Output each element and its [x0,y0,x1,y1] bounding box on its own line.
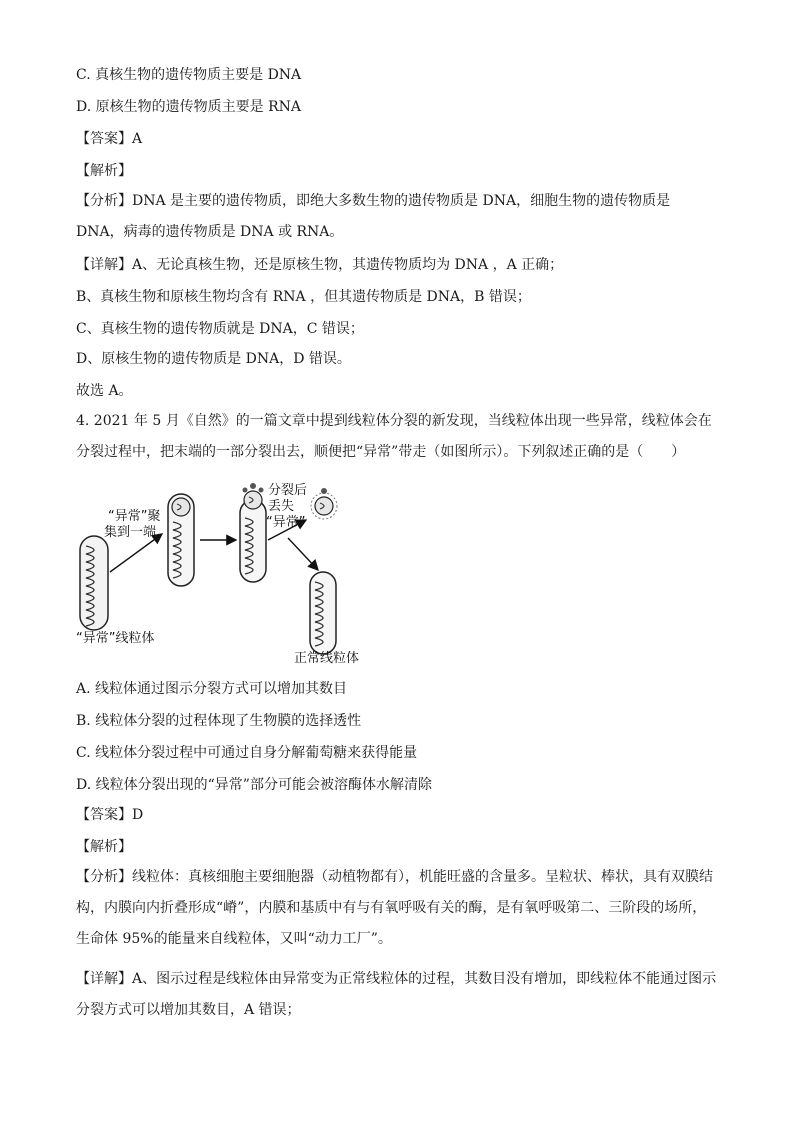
analysis-text: 【分析】线粒体：真核细胞主要细胞器（动植物都有），机能旺盛的含量多。呈粒状、棒状，具有双膜结构，内膜向内折叠形成“嵴”，内膜和基质中有与有氧呼吸有关的酶，是有氧呼吸第二、三阶段的场所，生命体 95%的能量来自线粒体，又叫“动力工厂”。 [76,869,713,947]
label-normal-mito: 正常线粒体 [294,651,360,666]
abnormal-mitochondrion-icon [80,536,108,630]
conclusion-prev: 故选 A。 [76,383,133,399]
detail-b-prev: B、真核生物和原核生物均含有 RNA ，但其遗传物质是 DNA，B 错误； [76,289,531,305]
question-4-stem: 4. 2021 年 5 月《自然》的一篇文章中提到线粒体分裂的新发现，当线粒体出现一些异常，线粒体会在分裂过程中，把末端的一部分裂出去，顺便把“异常”带走（如图所示）。下列叙述正确的是（ ） [76,413,712,460]
detail-c-prev: C、真核生物的遗传物质就是 DNA，C 错误； [76,321,364,337]
analysis-heading-prev: 【解析】 [76,163,132,179]
option-d-prev: D. 原核生物的遗传物质主要是 RNA [76,99,301,115]
label-abnormal-mito: “异常”线粒体 [76,631,155,646]
label-gather-1: “异常”聚 [108,509,161,524]
detail-d-prev: D、原核生物的遗传物质是 DNA，D 错误。 [76,351,351,367]
option-a: A. 线粒体通过图示分裂方式可以增加其数目 [76,681,348,697]
label-abnormal-short: “异常” [266,515,306,530]
detail-text: 【详解】A、图示过程是线粒体由异常变为正常线粒体的过程，其数目没有增加，即线粒体不能通过图示分裂方式可以增加其数目，A 错误； [76,971,717,1018]
lost-fragment-icon [311,488,337,519]
answer-prev: 【答案】A [76,131,143,147]
dividing-mitochondrion-icon [240,483,266,582]
label-gather-2: 集到一端 [104,525,157,540]
option-d: D. 线粒体分裂出现的“异常”部分可能会被溶酶体水解清除 [76,777,432,793]
option-c: C. 线粒体分裂过程中可通过自身分解葡萄糖来获得能量 [76,745,418,761]
normal-mitochondrion-icon [310,572,336,654]
answer-heading: 【答案】D [76,807,144,823]
detail-a-prev: 【详解】A、无论真核生物，还是原核生物，其遗传物质均为 DNA ，A 正确； [76,257,564,273]
gathered-mitochondrion-icon [168,494,194,586]
analysis-heading: 【解析】 [76,839,132,855]
option-b: B. 线粒体分裂的过程体现了生物膜的选择透性 [76,713,362,729]
analysis-text-prev: 【分析】DNA 是主要的遗传物质，即绝大多数生物的遗传物质是 DNA，细胞生物的遗传物质是 DNA，病毒的遗传物质是 DNA 或 RNA。 [76,193,671,240]
mitochondria-division-figure [70,476,370,666]
option-c-prev: C. 真核生物的遗传物质主要是 DNA [76,67,302,83]
label-lost-2: 丢失 [268,499,295,514]
arrow-4 [288,538,318,570]
label-lost-1: 分裂后 [268,483,308,498]
